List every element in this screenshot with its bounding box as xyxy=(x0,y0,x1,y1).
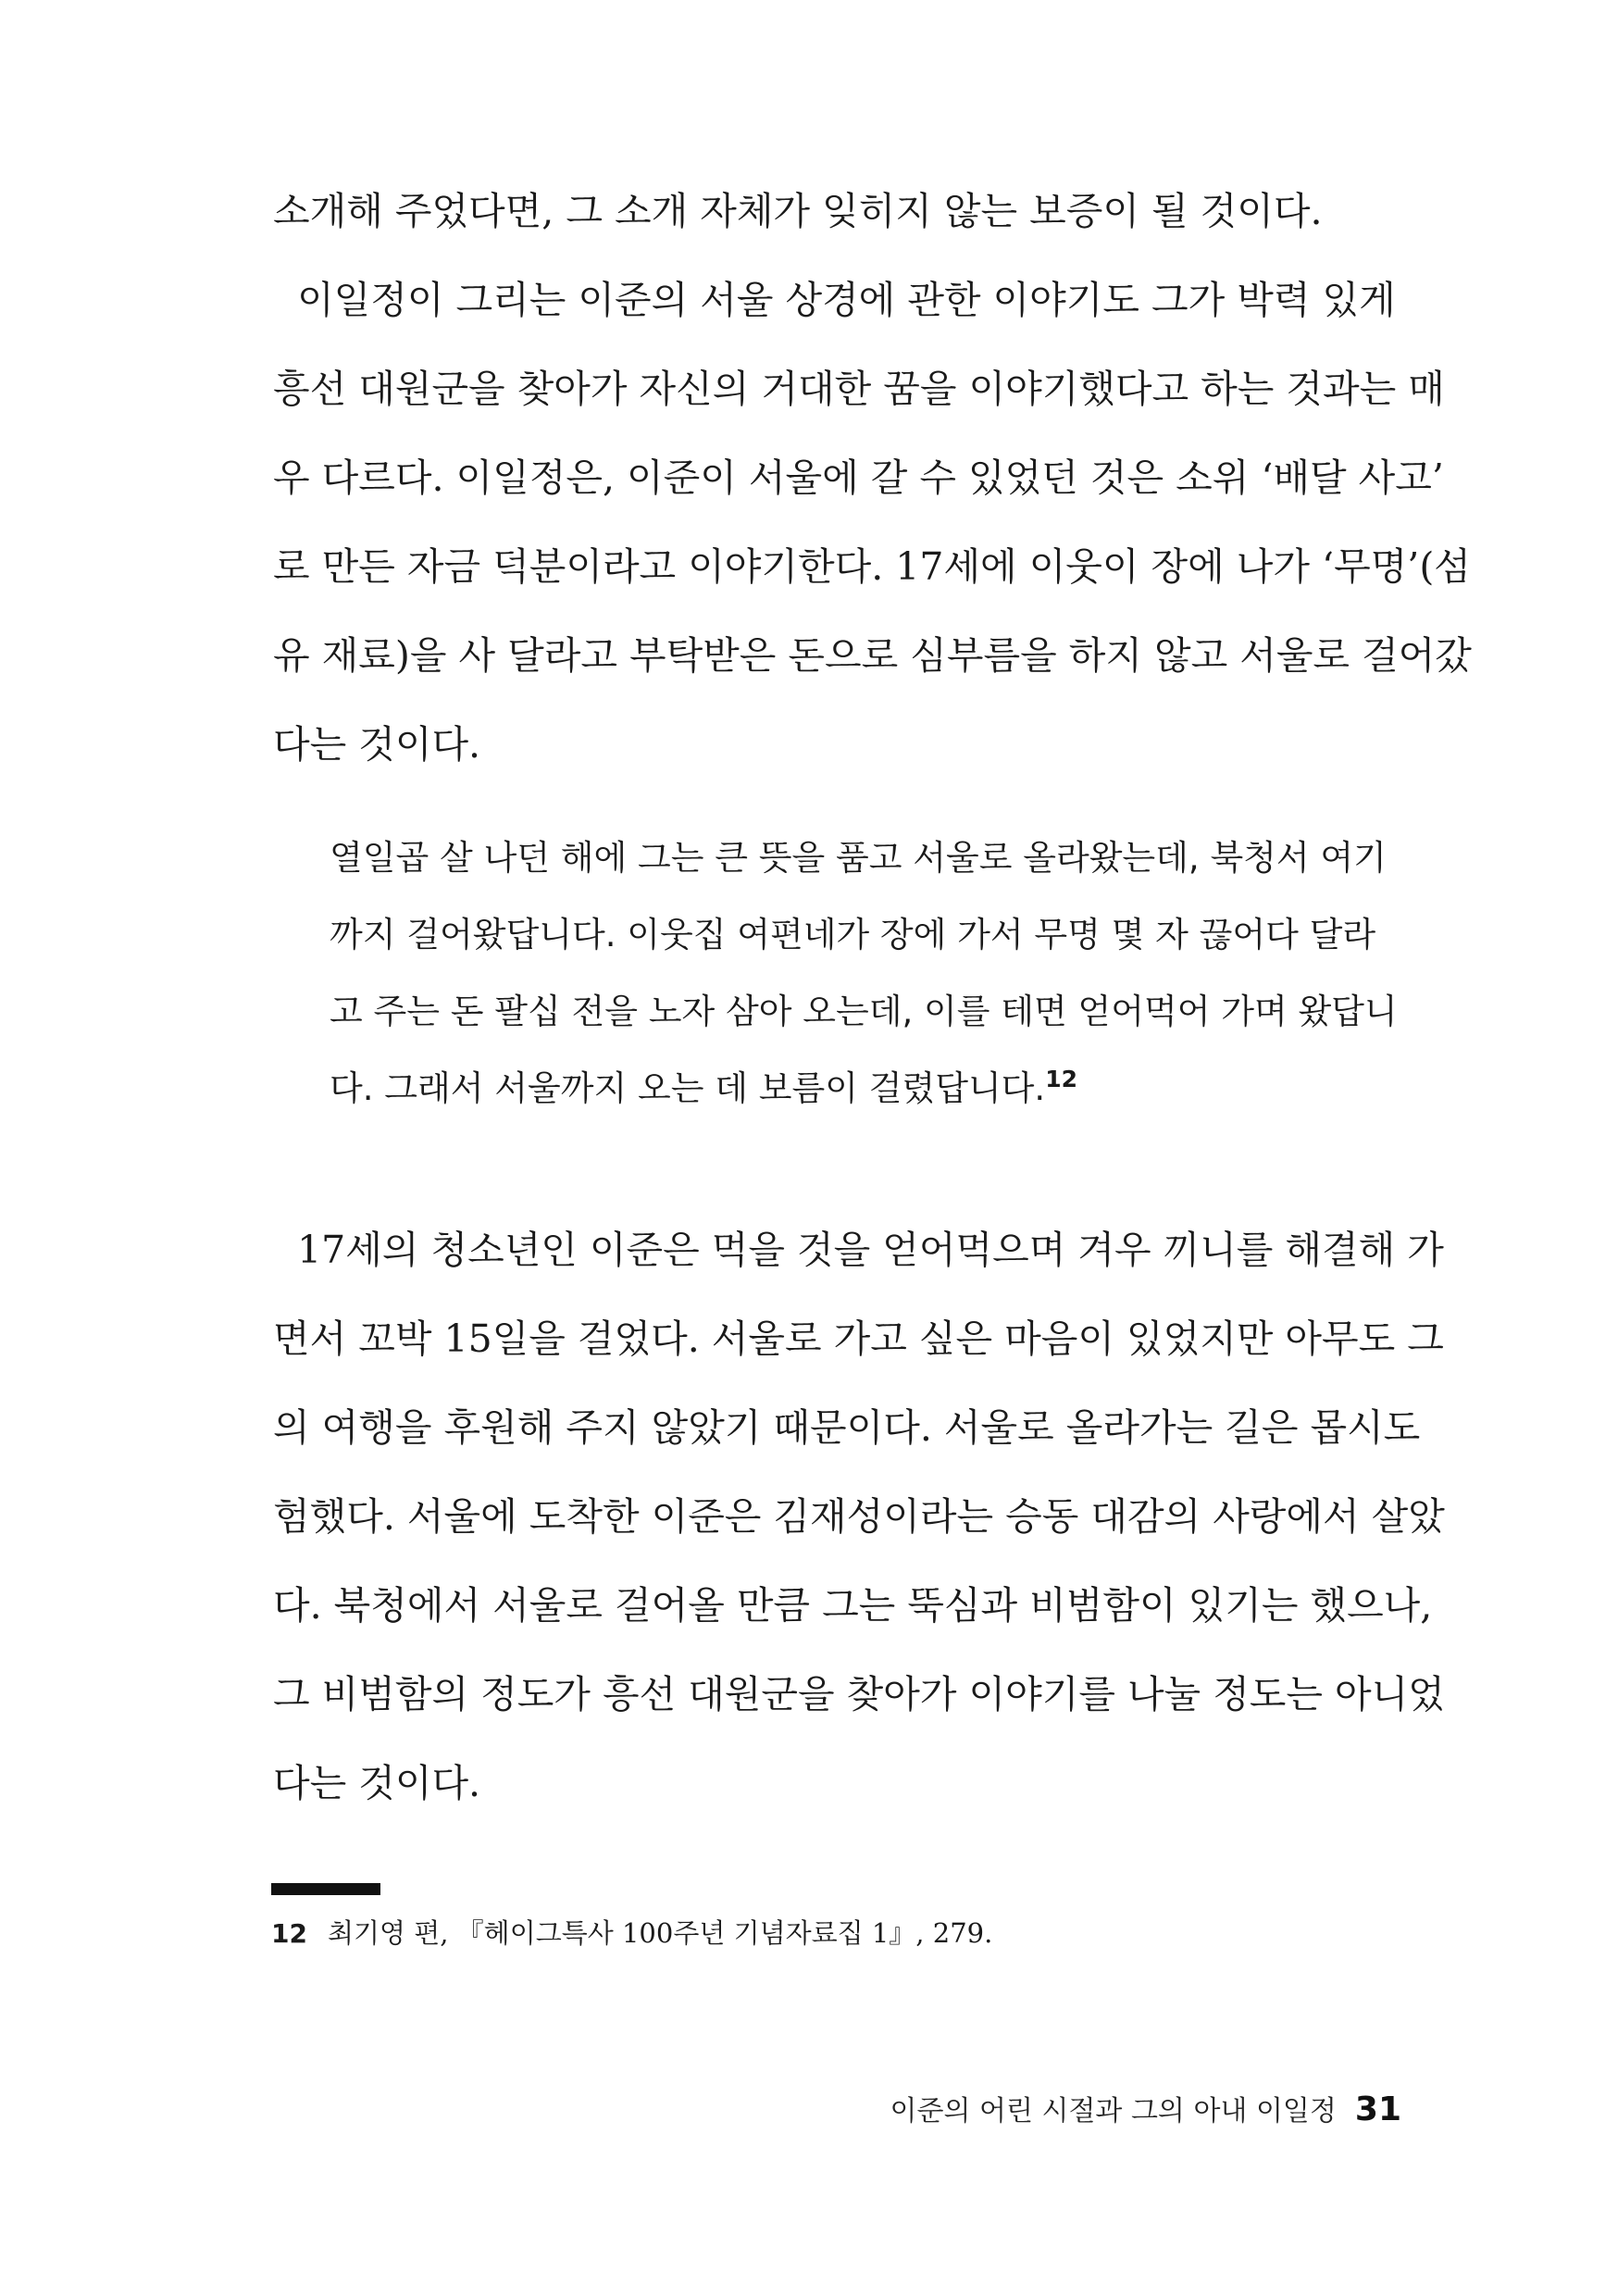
text-line: 이일정이 그리는 이준의 서울 상경에 관한 이야기도 그가 박력 있게 xyxy=(273,278,1396,322)
text-line: 험했다. 서울에 도착한 이준은 김재성이라는 승동 대감의 사랑에서 살았 xyxy=(273,1494,1445,1539)
body-paragraph-1 xyxy=(273,167,1412,256)
text-line: 면서 꼬박 15일을 걸었다. 서울로 가고 싶은 마음이 있었지만 아무도 그 xyxy=(273,1316,1444,1361)
text-line: 흥선 대원군을 찾아가 자신의 거대한 꿈을 이야기했다고 하는 것과는 매 xyxy=(273,367,1445,411)
text-line: 소개해 주었다면, 그 소개 자체가 잊히지 않는 보증이 될 것이다. xyxy=(273,189,1323,233)
quote-line: 고 주는 돈 팔십 전을 노자 삼아 오는데, 이를 테면 얻어먹어 가며 왔답니 xyxy=(330,992,1398,1031)
footnote xyxy=(271,1915,992,1953)
text-line: 우 다르다. 이일정은, 이준이 서울에 갈 수 있었던 것은 소위 ‘배달 사고’ xyxy=(273,455,1444,500)
quote-line-last xyxy=(330,1050,1366,1127)
text-line: 그 비범함의 정도가 흥선 대원군을 찾아가 이야기를 나눌 정도는 아니었 xyxy=(273,1672,1445,1716)
footnote-reference[interactable]: 12 xyxy=(1045,1066,1077,1092)
text-line: 17세의 청소년인 이준은 먹을 것을 얻어먹으며 겨우 끼니를 해결해 가 xyxy=(273,1228,1444,1272)
quote-line-text: 다. 그래서 서울까지 오는 데 보름이 걸렸답니다. xyxy=(330,1068,1046,1108)
text-line: 다. 북청에서 서울로 걸어올 만큼 그는 뚝심과 비범함이 있기는 했으나, xyxy=(273,1583,1433,1628)
text-line: 유 재료)을 사 달라고 부탁받은 돈으로 심부름을 하지 않고 서울로 걸어갔 xyxy=(273,633,1472,678)
running-footer xyxy=(890,2088,1402,2128)
footnote-number: 12 xyxy=(271,1918,307,1949)
text-line: 다는 것이다. xyxy=(273,1761,481,1805)
body-paragraph-3 xyxy=(273,1205,1445,1828)
text-line: 다는 것이다. xyxy=(273,722,481,767)
quote-line: 열일곱 살 나던 해에 그는 큰 뜻을 품고 서울로 올라왔는데, 북청서 여기 xyxy=(330,838,1387,878)
footnote-text: 최기영 편, 『헤이그특사 100주년 기념자료집 1』, 279. xyxy=(327,1917,993,1949)
footnote-divider xyxy=(271,1883,380,1895)
text-line: 로 만든 자금 덕분이라고 이야기한다. 17세에 이웃이 장에 나가 ‘무명’(섬 xyxy=(273,544,1471,589)
quote-line: 까지 걸어왔답니다. 이웃집 여편네가 장에 가서 무명 몇 자 끊어다 달라 xyxy=(330,915,1376,955)
block-quote xyxy=(330,819,1398,1127)
text-line: 의 여행을 후원해 주지 않았기 때문이다. 서울로 올라가는 길은 몹시도 xyxy=(273,1405,1421,1450)
body-paragraph-2 xyxy=(273,256,1472,789)
chapter-title: 이준의 어린 시절과 그의 아내 이일정 xyxy=(890,2095,1337,2128)
page-number: 31 xyxy=(1354,2090,1401,2128)
